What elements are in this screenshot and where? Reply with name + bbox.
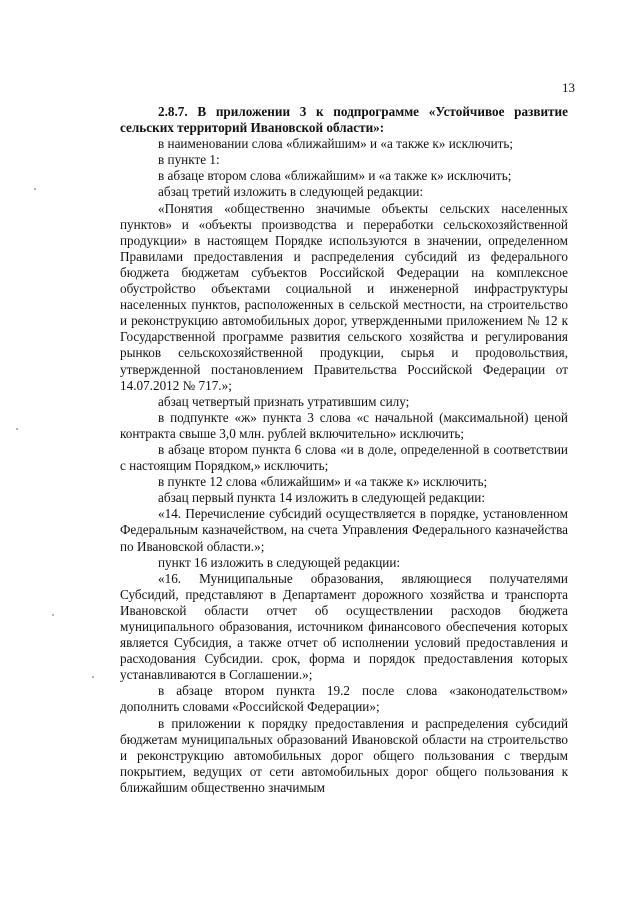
paragraph: «14. Перечисление субсидий осуществляется в порядке, установленном Федеральным казначейством, на счета Управления Федерального казначейства по Ивановской области.»; <box>120 506 568 554</box>
paragraph: в пункте 1: <box>158 152 220 168</box>
paragraph: в абзаце втором слова «ближайшим» и «а также к» исключить; <box>158 168 512 184</box>
paragraph: в приложении к порядку предоставления и распределения субсидий бюджетам муниципальных образований Ивановской области на строительство и реконструкцию автомобильных дорог общего пользования с твердым покрытием, ведущих от сети автомобильных дорог общего пользования к ближайшим общественно значимым <box>120 715 568 795</box>
paragraph: в пункте 12 слова «ближайшим» и «а также к» исключить; <box>158 474 488 490</box>
scan-speck <box>52 614 54 616</box>
document-body <box>120 104 568 796</box>
scan-speck <box>34 188 36 190</box>
paragraph: в подпункте «ж» пункта 3 слова «с начальной (максимальной) ценой контракта свыше 3,0 млн. рублей включительно» исключить; <box>120 409 568 441</box>
scan-speck <box>16 428 18 430</box>
scan-speck <box>92 676 94 678</box>
paragraph: пункт 16 изложить в следующей редакции: <box>158 554 401 570</box>
paragraph: «16. Муниципальные образования, являющиеся получателями Субсидий, представляют в Департамент дорожного хозяйства и транспорта Ивановской области отчет об осуществлении расходов бюджета муниципального образования, источником финансового обеспечения которых является Субсидия, а также отчет об исполнении условий предоставления и расходования Субсидии. срок, форма и порядок предоставления которых устанавливаются в Соглашении.»; <box>120 570 568 683</box>
paragraph: в абзаце втором пункта 6 слова «и в доле, определенной в соответствии с настоящим Порядком,» исключить; <box>120 441 568 474</box>
paragraph: в абзаце втором пункта 19.2 после слова «законодательством» дополнить словами «Российской Федерации»; <box>120 683 568 715</box>
page-number: 13 <box>562 80 575 95</box>
paragraph-heading: 2.8.7. В приложении 3 к подпрограмме «Устойчивое развитие сельских территорий Ивановской области»: <box>120 104 568 136</box>
paragraph: «Понятия «общественно значимые объекты сельских населенных пунктов» и «объекты производства и переработки сельскохозяйственной продукции» в настоящем Порядке используются в значении, определенном Правилами предоставления и распределения субсидий из федерального бюджета бюджетам субъектов Российской Федерации на комплексное обустройство объектами социальной и инженерной инфраструктуры населенных пунктов, расположенных в сельской местности, на строительство и реконструкцию автомобильных дорог, утвержденными приложением № 12 к Государственной программе развития сельского хозяйства и регулирования рынков сельскохозяйственной продукции, сырья и продовольствия, утвержденной постановлением Правительства Российской Федерации от 14.07.2012 № 717.»; <box>120 200 568 393</box>
paragraph: в наименовании слова «ближайшим» и «а также к» исключить; <box>158 136 514 152</box>
paragraph: абзац четвертый признать утратившим силу; <box>158 393 410 409</box>
paragraph: абзац первый пункта 14 изложить в следующей редакции: <box>158 490 486 506</box>
paragraph: абзац третий изложить в следующей редакции: <box>158 184 424 200</box>
